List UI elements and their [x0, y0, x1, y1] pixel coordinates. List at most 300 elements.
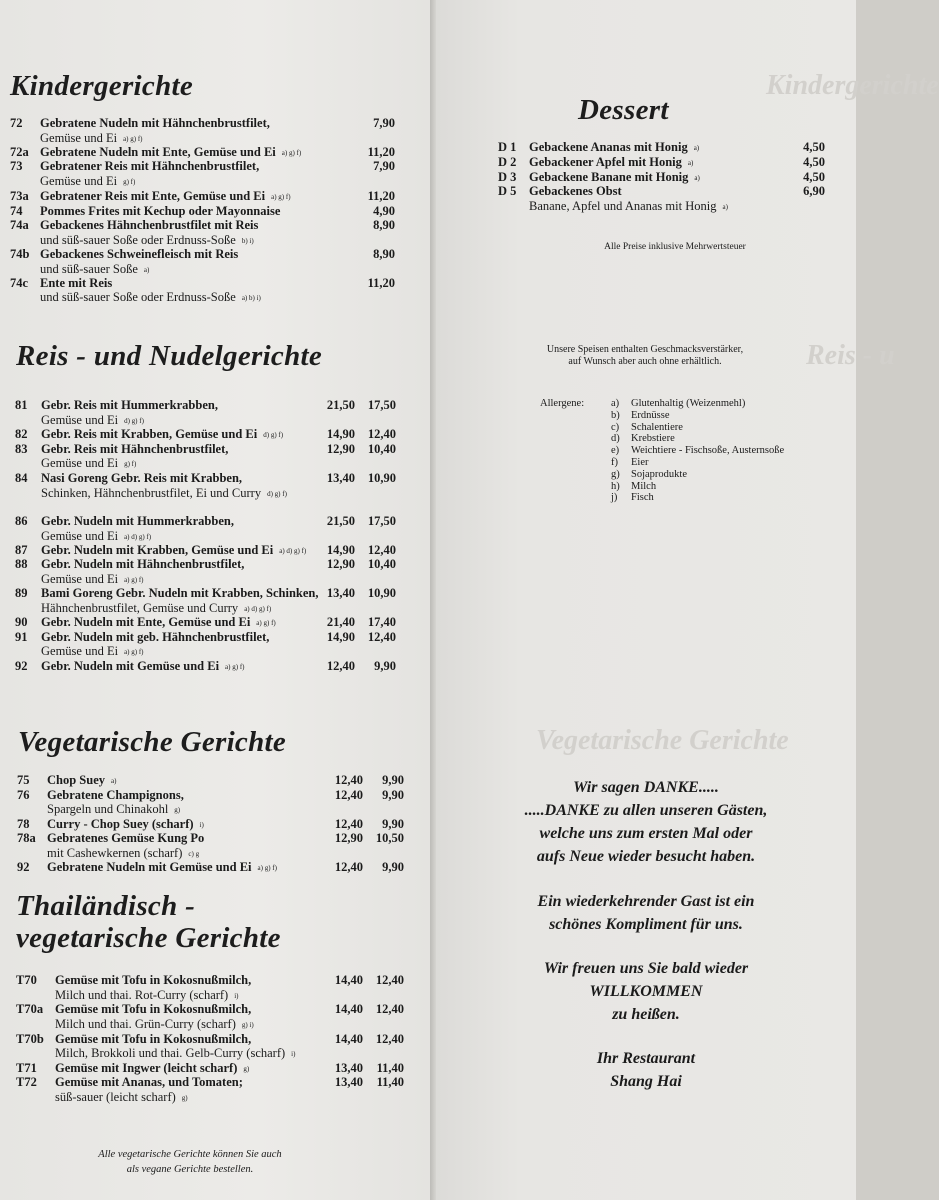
menu-item: [0, 1002, 430, 1016]
allergen-entry: [611, 398, 841, 410]
item-name: [55, 1075, 243, 1089]
price-small: 9,90: [374, 659, 396, 673]
item-number: D 3: [498, 170, 517, 184]
item-name: [41, 486, 287, 501]
item-number: T71: [16, 1061, 37, 1075]
item-name-text: Gemüse und Ei: [41, 644, 119, 658]
item-name: [41, 543, 306, 558]
price-small: 11,40: [376, 1075, 404, 1089]
item-name: [55, 1032, 251, 1046]
item-number: 74: [10, 204, 23, 218]
menu-item: [0, 456, 430, 470]
price-small: 12,40: [375, 1032, 404, 1046]
item-number: 74a: [10, 218, 29, 232]
thanks-line: Wir sagen DANKE.....: [573, 779, 719, 796]
price: 11,20: [367, 189, 395, 203]
item-number: 72: [10, 116, 23, 130]
allergen-label: Allergene:: [540, 398, 585, 409]
dessert-item: [0, 184, 856, 198]
item-name-text: und süß-sauer Soße oder Erdnuss-Soße: [40, 233, 236, 247]
item-number: T70b: [16, 1032, 44, 1046]
item-name-text: Spargeln und Chinakohl: [47, 802, 169, 816]
menu-item: [0, 659, 430, 673]
allergen-description: Sojaprodukte: [631, 468, 687, 480]
allergen-codes: a): [722, 203, 728, 211]
item-number: D 2: [498, 155, 517, 169]
item-name-text: Gebratener Reis mit Ente, Gemüse und Ei: [40, 189, 266, 203]
allergen-description: Schalentiere: [631, 421, 683, 433]
item-name: [41, 644, 144, 659]
price-large: 21,40: [326, 615, 355, 629]
allergen-codes: a): [693, 144, 700, 152]
item-name: [40, 262, 149, 277]
price-small: 10,50: [375, 831, 404, 845]
item-name: [41, 427, 283, 442]
menu-item: [0, 586, 430, 600]
price-small: 17,50: [367, 398, 396, 412]
item-name: [41, 456, 136, 471]
item-name-text: Gemüse mit Tofu in Kokosnußmilch,: [55, 1002, 252, 1016]
item-name: [47, 788, 184, 802]
item-number: 78a: [17, 831, 36, 845]
dessert-item: [0, 199, 856, 213]
item-name: [55, 1017, 254, 1032]
menu-item: [0, 1090, 430, 1104]
price-small: 10,40: [367, 557, 396, 571]
price-small: 17,40: [367, 615, 396, 629]
allergen-codes: i): [234, 992, 239, 1000]
menu-item: [0, 1061, 430, 1075]
allergen-codes: g) f): [123, 178, 136, 186]
item-name: [40, 276, 112, 290]
bleed-through-text: Kindergerichte: [766, 70, 939, 101]
item-name-text: Gemüse und Ei: [40, 131, 118, 145]
menu-item: [0, 514, 430, 528]
menu-item: [0, 442, 430, 456]
price-large: 13,40: [334, 1075, 363, 1089]
item-name: [529, 140, 699, 155]
item-name-text: mit Cashewkernen (scharf): [47, 846, 183, 860]
price-large: 14,90: [326, 543, 355, 557]
item-number: 73a: [10, 189, 29, 203]
item-name-text: Gemüse und Ei: [41, 413, 119, 427]
allergen-codes: g) i): [241, 1021, 254, 1029]
menu-item: [0, 630, 430, 644]
menu-item: [0, 802, 430, 816]
allergen-code: e): [611, 445, 620, 457]
price-small: 11,40: [376, 1061, 404, 1075]
thanks-line: .....DANKE zu allen unseren Gästen,: [524, 802, 768, 819]
item-name-text: Gemüse mit Ingwer (leicht scharf): [55, 1061, 238, 1075]
price-small: 12,40: [367, 543, 396, 557]
item-name: [47, 802, 180, 817]
allergen-codes: d) g) f): [263, 431, 284, 439]
flavour-note-line1: Unsere Speisen enthalten Geschmacksverstärker,: [546, 344, 744, 355]
item-name-text: Gebratene Nudeln mit Ente, Gemüse und Ei: [40, 145, 276, 159]
thanks-line: Ein wiederkehrender Gast ist ein: [537, 893, 755, 910]
menu-item: [0, 276, 430, 290]
vat-note: Alle Preise inklusive Mehrwertsteuer: [604, 242, 746, 252]
allergen-codes: g): [243, 1065, 250, 1073]
menu-item: [0, 398, 430, 412]
item-number: D 1: [498, 140, 517, 154]
section-title-thai-line1: Thailändisch -: [16, 890, 196, 922]
item-name: [55, 1046, 295, 1061]
restaurant-name: Shang Hai: [610, 1073, 682, 1090]
allergen-entry: [611, 410, 841, 422]
section-title-kindergerichte: Kindergerichte: [10, 70, 194, 102]
menu-item: [0, 427, 430, 441]
allergen-codes: d) g) f): [267, 490, 287, 498]
menu-item: [0, 529, 430, 543]
section-title-vegetarisch: Vegetarische Gerichte: [18, 726, 287, 758]
item-name: [40, 290, 261, 305]
item-number: 87: [15, 543, 28, 557]
vegan-note-line1: Alle vegetarische Gerichte können Sie auch: [98, 1149, 282, 1160]
menu-item: [0, 831, 430, 845]
thanks-line: welche uns zum ersten Mal oder: [539, 825, 753, 842]
item-name-text: Curry - Chop Suey (scharf): [47, 817, 194, 831]
menu-item: [0, 116, 430, 130]
allergen-list: [611, 398, 841, 504]
price-small: 10,90: [367, 471, 396, 485]
price-large: 12,40: [334, 773, 363, 787]
section-title-thai-line2: vegetarische Gerichte: [16, 922, 281, 954]
price-large: 21,50: [326, 398, 355, 412]
allergen-code: h): [611, 480, 620, 492]
item-name: [40, 116, 270, 130]
price-large: 14,40: [334, 1002, 363, 1016]
item-name-text: Gebackene Banane mit Honig: [529, 170, 689, 184]
price-small: 12,40: [367, 427, 396, 441]
item-name-text: Ente mit Reis: [40, 276, 113, 290]
menu-item: [0, 988, 430, 1002]
item-number: 84: [15, 471, 28, 485]
item-name: [41, 442, 228, 456]
item-name-text: Gebr. Nudeln mit Ente, Gemüse und Ei: [41, 615, 251, 629]
allergen-codes: g) f): [124, 460, 137, 468]
allergen-description: Krebstiere: [631, 433, 675, 445]
price: 4,50: [803, 140, 825, 154]
item-name-text: Banane, Apfel und Ananas mit Honig: [529, 199, 717, 213]
allergen-description: Weichtiere - Fischsoße, Austernsoße: [631, 445, 785, 457]
item-name-text: Gemüse und Ei: [41, 572, 119, 586]
allergen-code: j): [611, 492, 618, 504]
allergen-codes: d) g) f): [124, 417, 144, 425]
item-name-text: Pommes Frites mit Kechup oder Mayonnaise: [40, 204, 281, 218]
menu-item: [0, 615, 430, 629]
allergen-codes: a) g) f): [124, 576, 144, 584]
allergen-codes: a) g) f): [123, 135, 143, 143]
item-name: [55, 1002, 251, 1016]
allergen-entry: [611, 422, 841, 434]
item-number: 86: [15, 514, 28, 528]
menu-item: [0, 1075, 430, 1089]
item-name-text: Chop Suey: [47, 773, 106, 787]
allergen-codes: a) b) i): [241, 294, 261, 302]
item-name-text: Gebr. Reis mit Hummerkrabben,: [41, 398, 218, 412]
menu-item: [0, 557, 430, 571]
item-number: T72: [16, 1075, 37, 1089]
price-large: 14,40: [334, 1032, 363, 1046]
menu-item: [0, 788, 430, 802]
item-name-text: Bami Goreng Gebr. Nudeln mit Krabben, Schinken,: [41, 586, 319, 600]
dessert-item: [0, 140, 856, 154]
price: 7,90: [373, 159, 395, 173]
price-large: 13,40: [326, 471, 355, 485]
allergen-code: f): [611, 456, 618, 468]
menu-item: [0, 413, 430, 427]
allergen-code: d): [611, 433, 620, 445]
allergen-entry: [611, 445, 841, 457]
item-name: [41, 413, 144, 428]
item-name: [55, 1090, 188, 1105]
item-name-text: Gemüse und Ei: [41, 529, 119, 543]
allergen-codes: a) g) f): [281, 149, 302, 157]
item-number: 72a: [10, 145, 29, 159]
item-name: [41, 514, 234, 528]
item-name-text: Gebratenes Gemüse Kung Po: [47, 831, 205, 845]
allergen-codes: c) g: [188, 850, 200, 858]
allergen-codes: a) d) g) f): [279, 547, 307, 555]
item-name: [47, 773, 116, 788]
price-large: 14,90: [326, 630, 355, 644]
item-name-text: Gebackenes Schweinefleisch mit Reis: [40, 247, 239, 261]
item-name: [40, 233, 254, 248]
allergen-codes: a) g) f): [256, 619, 276, 627]
allergen-codes: a): [143, 266, 150, 274]
price-large: 12,90: [326, 442, 355, 456]
price-large: 12,90: [334, 831, 363, 845]
price-large: 12,40: [334, 817, 363, 831]
item-number: D 5: [498, 184, 517, 198]
allergen-code: g): [611, 468, 620, 480]
item-name-text: Gebr. Nudeln mit Krabben, Gemüse und Ei: [41, 543, 274, 557]
item-name: [529, 170, 700, 185]
allergen-codes: i): [199, 821, 204, 829]
menu-item: [0, 601, 430, 615]
price-large: 12,40: [326, 659, 355, 673]
item-number: T70a: [16, 1002, 44, 1016]
item-name-text: Gebackenes Obst: [529, 184, 622, 198]
allergen-code: b): [611, 409, 620, 421]
price: 7,90: [373, 116, 395, 130]
section-title-reis-nudel: Reis - und Nudelgerichte: [16, 340, 323, 372]
allergen-codes: a) g) f): [225, 663, 245, 671]
item-name-text: Gebr. Reis mit Hähnchenbrustfilet,: [41, 442, 229, 456]
item-name-text: Gebratener Reis mit Hähnchenbrustfilet,: [40, 159, 260, 173]
menu-item: [0, 572, 430, 586]
price-large: 13,40: [326, 586, 355, 600]
bleed-through-text: Reis - u: [806, 340, 895, 371]
allergen-entry: [611, 433, 841, 445]
item-number: 75: [17, 773, 30, 787]
menu-item: [0, 233, 430, 247]
item-number: 88: [15, 557, 28, 571]
price-large: 21,50: [326, 514, 355, 528]
menu-item: [0, 1017, 430, 1031]
item-name-text: Gemüse und Ei: [40, 174, 118, 188]
item-name-text: Gebackene Ananas mit Honig: [529, 140, 688, 154]
allergen-entry: [611, 457, 841, 469]
item-name-text: Gebr. Reis mit Krabben, Gemüse und Ei: [41, 427, 258, 441]
price: 11,20: [367, 276, 395, 290]
item-name-text: Nasi Goreng Gebr. Reis mit Krabben,: [41, 471, 243, 485]
allergen-description: Fisch: [631, 492, 654, 504]
thanks-line: WILLKOMMEN: [589, 983, 703, 1000]
menu-item: [0, 860, 430, 874]
item-name-text: und süß-sauer Soße oder Erdnuss-Soße: [40, 290, 236, 304]
item-name: [41, 630, 269, 644]
allergen-code: c): [611, 421, 620, 433]
item-number: 91: [15, 630, 28, 644]
item-name: [47, 860, 277, 875]
item-name-text: und süß-sauer Soße: [40, 262, 138, 276]
price: 8,90: [373, 218, 395, 232]
item-name-text: Gebratene Champignons,: [47, 788, 184, 802]
dessert-item: [0, 155, 856, 169]
item-name-text: Gemüse mit Tofu in Kokosnußmilch,: [55, 1032, 252, 1046]
item-name-text: Schinken, Hähnchenbrustfilet, Ei und Curry: [41, 486, 262, 500]
menu-item: [0, 471, 430, 485]
allergen-entry: [611, 492, 841, 504]
allergen-codes: i): [291, 1050, 296, 1058]
allergen-codes: a): [111, 777, 117, 785]
item-name: [55, 1061, 249, 1076]
item-name: [529, 199, 728, 214]
price-small: 10,40: [367, 442, 396, 456]
item-name-text: Gebratene Nudeln mit Gemüse und Ei: [47, 860, 252, 874]
thanks-line: aufs Neue wieder besucht haben.: [536, 848, 756, 865]
allergen-codes: a) d) g) f): [124, 533, 152, 541]
item-name: [41, 398, 218, 412]
item-name: [41, 586, 318, 600]
item-name-text: Gemüse mit Ananas, und Tomaten;: [55, 1075, 243, 1089]
item-name: [40, 247, 238, 261]
item-name-text: Gebackenes Hähnchenbrustfilet mit Reis: [40, 218, 259, 232]
item-name-text: Gebackener Apfel mit Honig: [529, 155, 682, 169]
allergen-codes: a): [694, 174, 700, 182]
menu-item: [0, 817, 430, 831]
menu-item: [0, 543, 430, 557]
item-name: [41, 529, 151, 544]
allergen-description: Erdnüsse: [631, 409, 670, 421]
price-large: 14,90: [326, 427, 355, 441]
item-name-text: Gebr. Nudeln mit Gemüse und Ei: [41, 659, 220, 673]
item-name-text: Hähnchenbrustfilet, Gemüse und Curry: [41, 601, 239, 615]
section-title-dessert: Dessert: [578, 94, 669, 126]
menu-item: [0, 247, 430, 261]
price-small: 10,90: [367, 586, 396, 600]
item-name: [41, 615, 276, 630]
item-name: [55, 988, 239, 1003]
item-name-text: Gebratene Nudeln mit Hähnchenbrustfilet,: [40, 116, 270, 130]
allergen-entry: [611, 469, 841, 481]
price: 4,50: [803, 170, 825, 184]
allergen-codes: a) g) f): [257, 864, 277, 872]
item-name: [47, 817, 204, 832]
menu-item: [0, 1046, 430, 1060]
price: 11,20: [367, 145, 395, 159]
allergen-codes: a) g) f): [271, 193, 291, 201]
item-name: [47, 831, 204, 845]
item-name-text: Milch, Brokkoli und thai. Gelb-Curry (scharf): [55, 1046, 286, 1060]
price-small: 12,40: [367, 630, 396, 644]
item-name: [55, 973, 251, 987]
item-name-text: Gemüse mit Tofu in Kokosnußmilch,: [55, 973, 252, 987]
menu-item: [0, 262, 430, 276]
price-large: 13,40: [334, 1061, 363, 1075]
bleed-through-text: Vegetarische Gerichte: [536, 725, 789, 756]
item-number: 82: [15, 427, 28, 441]
item-name: [41, 557, 244, 571]
allergen-code: a): [611, 398, 620, 409]
thanks-line: zu heißen.: [612, 1006, 680, 1023]
allergen-codes: a) g) f): [124, 648, 144, 656]
allergen-codes: g): [174, 806, 181, 814]
item-name: [41, 471, 242, 485]
item-name-text: süß-sauer (leicht scharf): [55, 1090, 176, 1104]
price-small: 12,40: [375, 1002, 404, 1016]
item-name-text: Gebr. Nudeln mit geb. Hähnchenbrustfilet,: [41, 630, 270, 644]
menu-item: [0, 1032, 430, 1046]
menu-item: [0, 290, 430, 304]
item-name-text: Gemüse und Ei: [41, 456, 119, 470]
item-number: T70: [16, 973, 37, 987]
item-number: 76: [17, 788, 30, 802]
menu-item: [0, 846, 430, 860]
price: 4,50: [803, 155, 825, 169]
item-name: [40, 218, 258, 232]
menu-item: [0, 218, 430, 232]
vegan-note-line2: als vegane Gerichte bestellen.: [126, 1164, 254, 1175]
item-name-text: Gebr. Nudeln mit Hummerkrabben,: [41, 514, 234, 528]
item-name-text: Gebr. Nudeln mit Hähnchenbrustfilet,: [41, 557, 245, 571]
price: 4,90: [373, 204, 395, 218]
price-small: 17,50: [367, 514, 396, 528]
menu-item: [0, 773, 430, 787]
item-name-text: Milch und thai. Grün-Curry (scharf): [55, 1017, 236, 1031]
item-number: 81: [15, 398, 28, 412]
allergen-entry: [611, 481, 841, 493]
allergen-codes: a) d) g) f): [244, 605, 272, 613]
restaurant-signature: Ihr Restaurant: [596, 1050, 696, 1067]
thanks-line: schönes Kompliment für uns.: [549, 916, 743, 933]
item-name: [41, 659, 244, 674]
thanks-line: Wir freuen uns Sie bald wieder: [543, 960, 749, 977]
item-number: 73: [10, 159, 23, 173]
menu-item: [0, 644, 430, 658]
allergen-description: Milch: [631, 480, 657, 492]
menu-item: [0, 973, 430, 987]
price: 8,90: [373, 247, 395, 261]
item-number: 74b: [10, 247, 30, 261]
item-number: 92: [17, 860, 30, 874]
allergen-codes: g): [181, 1094, 188, 1102]
price-small: 9,90: [382, 817, 404, 831]
item-name: [529, 155, 693, 170]
flavour-note-line2: auf Wunsch aber auch ohne erhältlich.: [568, 356, 722, 367]
item-number: 83: [15, 442, 28, 456]
price-large: 12,40: [334, 788, 363, 802]
item-name: [47, 846, 199, 861]
price-large: 12,40: [334, 860, 363, 874]
allergen-codes: a): [687, 159, 694, 167]
item-name-text: Milch und thai. Rot-Curry (scharf): [55, 988, 229, 1002]
menu-item: [0, 486, 430, 500]
price-small: 12,40: [375, 973, 404, 987]
item-name: [41, 572, 144, 587]
